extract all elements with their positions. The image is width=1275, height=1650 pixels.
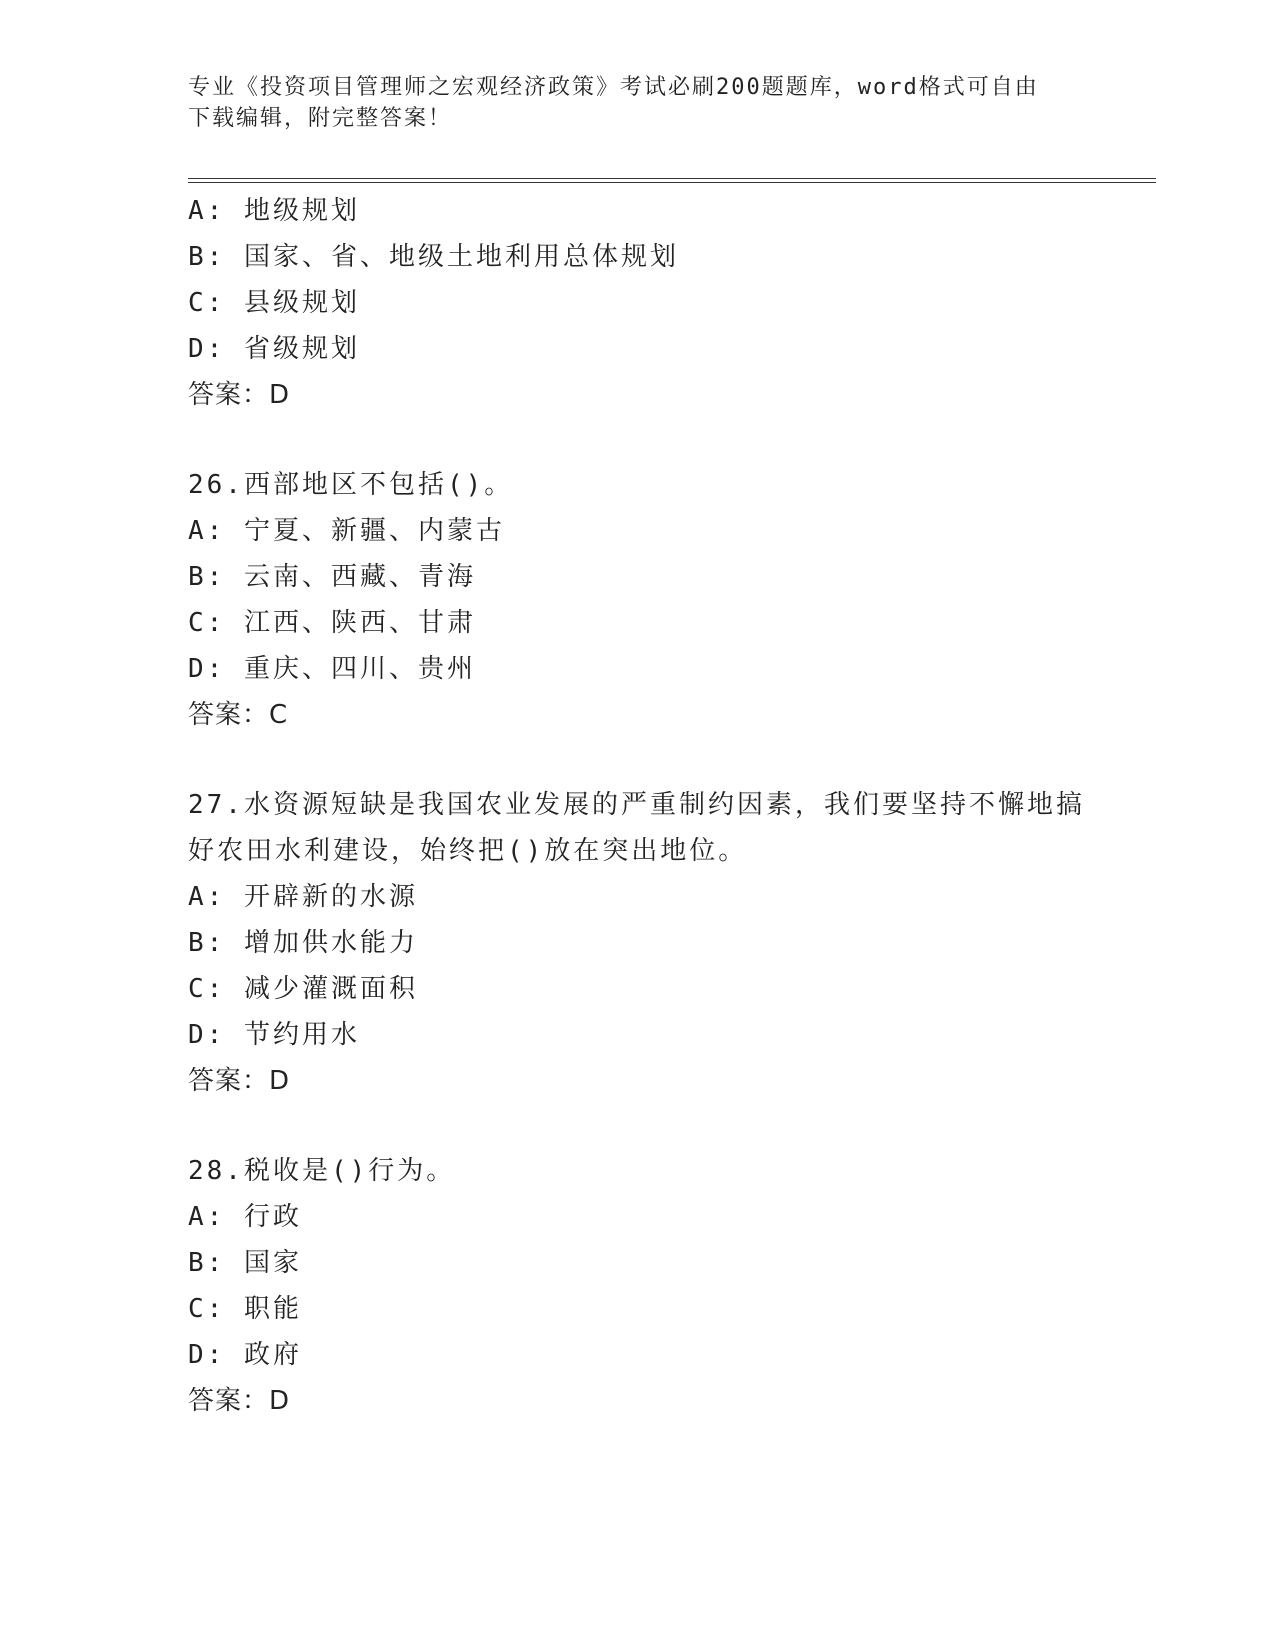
option-a: A: 宁夏、新疆、内蒙古	[188, 516, 505, 546]
answer: 答案：C	[188, 700, 289, 730]
option-b: B: 云南、西藏、青海	[188, 562, 476, 592]
option-d: D: 政府	[188, 1340, 302, 1370]
option-d: D: 节约用水	[188, 1020, 360, 1050]
question-stem-line-1: 27.水资源短缺是我国农业发展的严重制约因素，我们要坚持不懈地搞	[188, 790, 1085, 820]
answer: 答案：D	[188, 1066, 291, 1096]
option-b: B: 国家	[188, 1248, 302, 1278]
option-b: B: 国家、省、地级土地利用总体规划	[188, 242, 679, 272]
option-d: D: 省级规划	[188, 334, 360, 364]
option-c: C: 江西、陕西、甘肃	[188, 608, 476, 638]
header-line-1: 专业《投资项目管理师之宏观经济政策》考试必刷200题题库，word格式可自由	[188, 75, 1039, 100]
option-b: B: 增加供水能力	[188, 928, 418, 958]
option-a: A: 行政	[188, 1202, 302, 1232]
question-stem-line-2: 好农田水利建设，始终把()放在突出地位。	[188, 836, 748, 866]
option-c: C: 减少灌溉面积	[188, 974, 418, 1004]
option-c: C: 职能	[188, 1294, 302, 1324]
question-content	[188, 188, 1088, 1424]
option-d: D: 重庆、四川、贵州	[188, 654, 476, 684]
question-stem: 28.税收是()行为。	[188, 1156, 456, 1186]
option-c: C: 县级规划	[188, 288, 360, 318]
header-divider-bottom	[188, 182, 1156, 183]
answer: 答案：D	[188, 380, 291, 410]
header-divider-top	[188, 178, 1156, 179]
answer: 答案：D	[188, 1386, 291, 1416]
document-header	[188, 72, 1068, 134]
question-26	[188, 462, 1088, 738]
option-a: A: 开辟新的水源	[188, 882, 418, 912]
question-25-partial	[188, 188, 1088, 418]
question-stem: 26.西部地区不包括()。	[188, 470, 514, 500]
question-27	[188, 782, 1088, 1104]
option-a: A: 地级规划	[188, 196, 360, 226]
question-28	[188, 1148, 1088, 1424]
header-line-2: 下载编辑，附完整答案！	[188, 106, 453, 131]
